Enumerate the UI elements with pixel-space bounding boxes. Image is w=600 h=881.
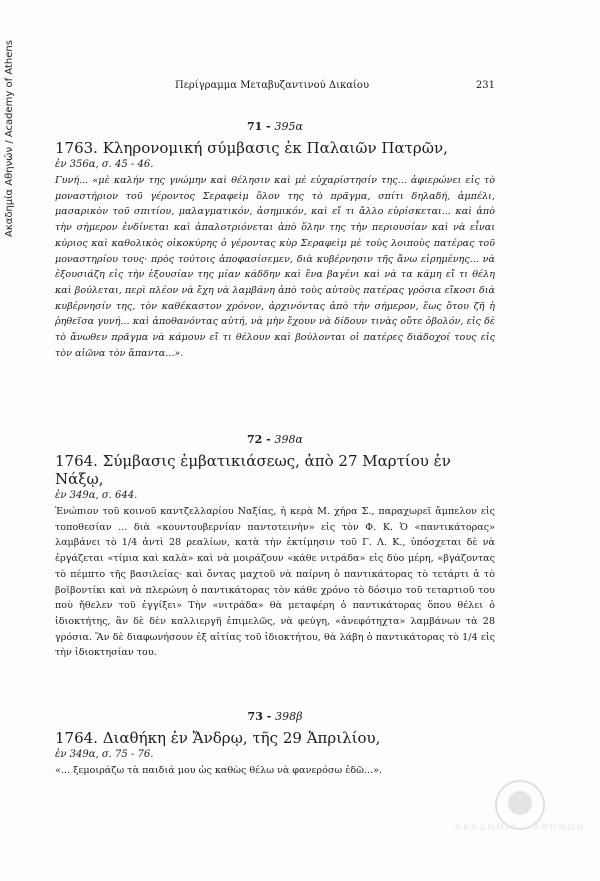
entry-title: 1764. Σύμβασις ἐμβατικιάσεως, ἀπὸ 27 Μαρτίου ἐν Νάξῳ, <box>55 452 451 488</box>
entry-ref: ἐν 356α, σ. 45 - 46. <box>55 159 154 170</box>
section-heading: 72 - 398α <box>247 433 303 446</box>
section-heading: 73 - 398β <box>247 710 303 723</box>
entry-ref: ἐν 349α, σ. 75 - 76. <box>55 749 154 760</box>
page-header <box>175 80 495 91</box>
athena-emblem-icon <box>455 775 585 845</box>
section-71 <box>55 120 495 361</box>
section-sub: 398α <box>274 433 303 446</box>
section-number: 72 <box>247 433 263 446</box>
running-title: Περίγραμμα Μεταβυζαντινού Δικαίου <box>175 80 370 91</box>
page-number: 231 <box>475 80 495 91</box>
watermark-left: ΑΚΑΔΗΜΙΑ <box>455 823 519 833</box>
section-sub: 395α <box>274 120 303 133</box>
section-heading: 71 - 395α <box>247 120 303 133</box>
academy-watermark <box>455 775 585 845</box>
entry-title: 1763. Κληρονομική σύμβασις ἐκ Παλαιῶν Πατρῶν, <box>55 139 448 157</box>
watermark-right: ΑΘΗΝΩΝ <box>532 823 585 833</box>
entry-body: Γυνή... «μὲ καλήν της γνώμην καὶ θέλησιν καὶ μὲ εὐχαρίστησίν της... ἀφιερώνει εἰς τὸ μοναστήριον τοῦ γέροντος Σεραφεὶμ ὅλον της τὸ πρᾶγμα, σπίτι δηλαδή, ἀμπέλι, μασαρικὸν τοῦ σπιτίου, μαλαγματικόν, ἀσημικόν, καὶ εἴ τι ἄλλο εὑρίσκεται... καὶ ἀπὸ τὴν σήμερον ἐνδίνεται καὶ ἀπαλοτριόνεται ἀπὸ ὅλην της τὴν περιουσίαν καὶ νὰ εἶναι κύριος καὶ καθολικὸς οἰκοκύρης ὁ γέροντας κὺρ Σεραφεὶμ μὲ τοὺς λοιποὺς πατέρας τοῦ μοναστηρίου τους· πρὸς τούτοις ἀποφασίσεμεν, διὰ κυβέρνησιν τῆς ἄνω εἰρημένης... νὰ ἐξουσιάζη εἰς τὴν ἐξουσίαν της μίαν κάδδην καὶ ἕνα βαγένι καὶ νὰ τα κάμη εἴ τι θέλη καὶ βούλεται, περὶ πλέον νὰ ἔχη νὰ λαμβάνη ἀπὸ τοὺς αὐτοὺς πατέρας γρόσια εἴκοσι διὰ κυβέρνησίν της, τὸν καθέκαστον χρόνον, ἀρχινόντας ἀπὸ τὴν σήμερον, ἕως ὅτου ζῆ ἡ ῥηθεῖσα γυνή... καὶ ἀποθανόντας αὐτή, νὰ μὴν ἔχουν νὰ δίδουν τινὰς οὔτε ὀβολόν, εἰς δὲ τὸ ἄνωθεν πρᾶγμα νὰ κάμουν εἴ τι θέλουν καὶ βούλονται οἱ πατέρες διάδοχοί τους εἰς τὸν αἰῶνα τὸν ἅπαντα...». <box>55 175 495 359</box>
section-number: 71 <box>247 120 263 133</box>
section-72 <box>55 433 495 661</box>
section-sub: 398β <box>275 710 303 723</box>
entry-body: «... ξεμοιράζω τὰ παιδιά μου ὡς καθὼς θέλω νὰ φανερόσω ἐδῶ...». <box>55 765 383 776</box>
entry-body: Ἐνώπιον τοῦ κοινοῦ καντζελλαρίου Ναξίας, ἡ κερὰ Μ. χήρα Σ., παραχωρεῖ ἄμπελον εἰς τοποθεσίαν ... διὰ «κουντουβερνίαν παντοτεινὴν» εἰς τὸν Φ. Κ. Ὁ «παντικάτορας» λαμβάνει τὸ 1/4 ἀντὶ 28 ρεαλίων, κατὰ τὴν ἐκτίμησιν τοῦ Γ. Λ. Κ., ὑπόσχεται δὲ νὰ ἐργάζεται «τίμια καὶ καλὰ» καὶ νὰ μοιράζουν «κάθε νιτράδα» εἰς δύο μέρη, «βγάζοντας τὸ πέμπτο τῆς βασιλείας· καὶ ὄντας μαχτοῦ νὰ παίρνη ὁ παντικάτορας τὸ τετάρτι ἀ τὸ βοϊβοντίκι καὶ νὰ πλερώνη ὁ παντικάτορας τὸν κάθε χρόνο τὸ δόσιμο τοῦ τεταρτιοῦ του ποὺ ἤθελεν τοῦ ἐγγίξει» Τὴν «νιτράδα» θὰ μεταφέρη ὁ παντικάτορας ὅπου θέλει ὁ ἰδιοκτήτης, ἂν δὲ δὲν καλλιεργῆ ἐπιμελῶς, νὰ φεύγη, «ἀνεφότηχτα» λαμβάνων τὰ 28 γρόσια. Ἂν δὲ διαφωνήσουν ἐξ αἰτίας τοῦ ἰδιοκτήτου, θὰ λάβη ὁ παντικάτορας τὸ 1/4 εἰς τὴν ἰδιοκτησίαν του. <box>55 506 495 659</box>
section-73 <box>55 710 495 779</box>
section-number: 73 <box>247 710 263 723</box>
side-label: Ακαδημία Αθηνών / Academy of Athens <box>4 40 15 237</box>
entry-title: 1764. Διαθήκη ἐν Ἄνδρῳ, τῆς 29 Ἀπριλίου, <box>55 729 381 747</box>
entry-ref: ἐν 349α, σ. 644. <box>55 490 138 501</box>
